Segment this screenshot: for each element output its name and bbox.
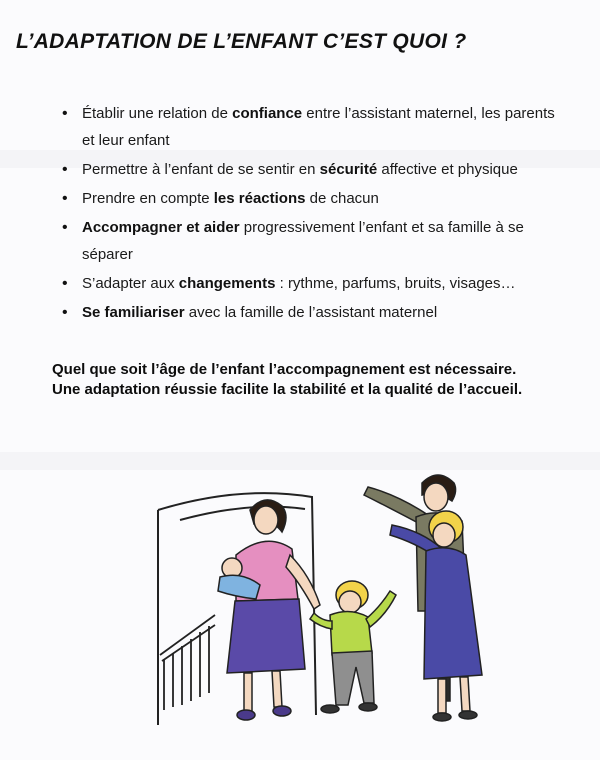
child-pants [332,651,374,705]
list-item: • Se familiariser avec la famille de l’assistant maternel [60,299,565,326]
woman2-dress [424,548,482,679]
conclusion-line: Quel que soit l’âge de l’enfant l’accompagnement est nécessaire. [52,361,517,378]
woman-shoe [273,706,291,716]
woman2-face [433,523,455,547]
list-item: • S’adapter aux changements : rythme, parfums, bruits, visages… [60,270,565,297]
woman-waving [390,511,482,721]
man-face [424,483,448,511]
conclusion-text [52,360,572,400]
stair-railing [160,615,215,710]
woman-leg [244,673,252,711]
list-item: • Établir une relation de confiance entre l’assistant maternel, les parents et leur enfant [60,100,565,154]
woman2-leg [438,679,446,713]
child-shoe [321,705,339,713]
list-item: • Permettre à l’enfant de se sentir en sécurité affective et physique [60,156,565,183]
child-top [330,611,372,655]
woman2-shoe [433,713,451,721]
woman-leg [272,671,282,707]
family-illustration [140,465,570,750]
bullet-list [60,100,565,328]
woman-face [254,506,278,534]
page-title: L’ADAPTATION DE L’ENFANT C’EST QUOI ? [16,30,467,53]
woman-shoe [237,710,255,720]
list-item: • Accompagner et aider progressivement l’enfant et sa famille à se séparer [60,214,565,268]
child-arm [310,613,332,629]
woman-holding-baby [218,500,320,720]
child-face [339,591,361,613]
woman2-shoe [459,711,477,719]
child-shoe [359,703,377,711]
child [310,581,396,713]
woman-skirt [227,599,305,673]
list-item: • Prendre en compte les réactions de chacun [60,185,565,212]
conclusion-line: Une adaptation réussie facilite la stabilité et la qualité de l’accueil. [52,381,523,398]
woman2-leg [460,677,470,711]
child-arm [366,591,396,627]
